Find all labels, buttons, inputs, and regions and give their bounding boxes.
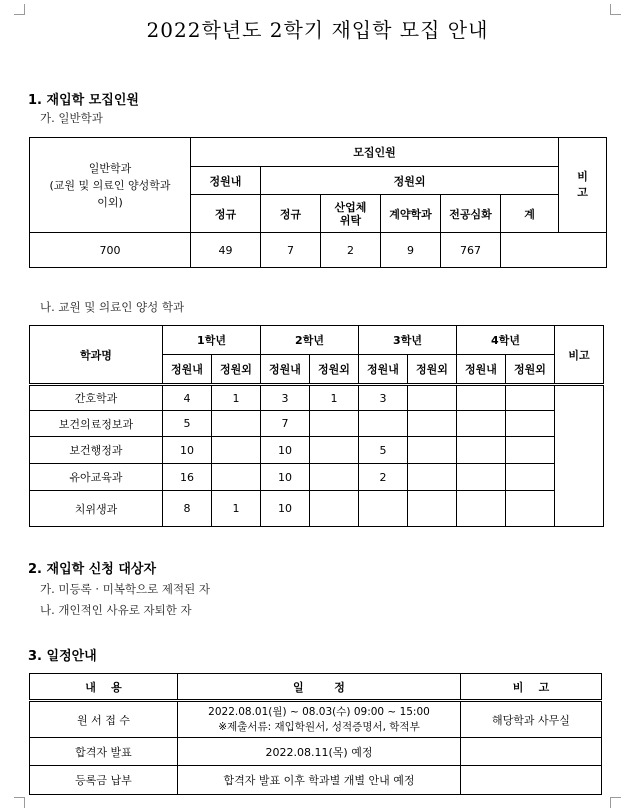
section2-heading: 2. 재입학 신청 대상자: [28, 562, 157, 577]
section1-sub-b: 나. 교원 및 의료인 양성 학과: [40, 300, 185, 314]
section3-heading: 3. 일정안내: [28, 649, 97, 664]
value-cell: 10: [261, 491, 310, 527]
schedule-item: 등록금 납부: [30, 766, 178, 795]
section2-item: 나. 개인적인 사유로 자퇴한 자: [40, 603, 192, 617]
value-cell: [506, 411, 555, 437]
schedule-header-date: 일 정: [178, 674, 461, 701]
schedule-date: 2022.08.11(목) 예정: [178, 738, 461, 766]
col-header: 산업체 위탁: [321, 195, 381, 233]
value-cell: [506, 464, 555, 491]
value-cell: 700: [30, 233, 191, 268]
value-cell: [310, 411, 359, 437]
out-quota-header: 정원외: [506, 355, 555, 385]
value-cell: [310, 464, 359, 491]
value-cell: [506, 437, 555, 464]
dept-name: 보건행정과: [30, 437, 163, 464]
in-quota-header: 정원내: [163, 355, 212, 385]
schedule-date: [178, 701, 461, 738]
schedule-item: 합격자 발표: [30, 738, 178, 766]
value-cell: 10: [261, 437, 310, 464]
value-cell: [212, 464, 261, 491]
value-cell: [408, 491, 457, 527]
value-cell: [310, 437, 359, 464]
value-cell: 49: [191, 233, 261, 268]
section2-item: 가. 미등록 · 미복학으로 제적된 자: [40, 582, 211, 596]
value-cell: 2: [359, 464, 408, 491]
in-quota-header: 정원내: [191, 167, 261, 195]
table-row: [30, 437, 604, 464]
out-quota-header: 정원외: [212, 355, 261, 385]
schedule-date: 합격자 발표 이후 학과별 개별 안내 예정: [178, 766, 461, 795]
value-cell: [408, 411, 457, 437]
value-cell: [310, 491, 359, 527]
value-cell: 1: [212, 491, 261, 527]
col-header: 계약학과: [381, 195, 441, 233]
year-header: 3학년: [359, 326, 457, 355]
schedule-table: [29, 673, 602, 795]
value-cell: [457, 385, 506, 411]
col-header: 계: [501, 195, 559, 233]
rowhead-line: 일반학과: [88, 161, 132, 175]
value-cell: [359, 491, 408, 527]
value-cell: [506, 491, 555, 527]
value-cell: 9: [381, 233, 441, 268]
value-cell: [506, 385, 555, 411]
value-cell: 3: [261, 385, 310, 411]
dept-name-header: 학과명: [30, 326, 163, 385]
value-cell: [457, 464, 506, 491]
year-header: 2학년: [261, 326, 359, 355]
section1-sub-a: 가. 일반학과: [40, 111, 103, 125]
table-row: [30, 701, 602, 738]
schedule-item: 원 서 접 수: [30, 701, 178, 738]
dept-name: 치위생과: [30, 491, 163, 527]
table-row: [30, 491, 604, 527]
value-cell: 2: [321, 233, 381, 268]
in-quota-header: 정원내: [359, 355, 408, 385]
year-header: 4학년: [457, 326, 555, 355]
out-quota-header: 정원외: [310, 355, 359, 385]
table-row: [30, 411, 604, 437]
dept-name: 보건의료정보과: [30, 411, 163, 437]
value-cell: [457, 491, 506, 527]
dept-name: 유아교육과: [30, 464, 163, 491]
out-quota-header: 정원외: [261, 167, 559, 195]
value-cell: 10: [261, 464, 310, 491]
value-cell: [408, 437, 457, 464]
value-cell: [212, 411, 261, 437]
recruit-group-header: 모집인원: [191, 138, 559, 167]
remark-header: 비고: [555, 326, 604, 385]
value-cell: [359, 411, 408, 437]
general-dept-rowhead: [30, 138, 191, 233]
schedule-remark: [461, 738, 602, 766]
page-corner-mark: [14, 797, 25, 808]
in-quota-header: 정원내: [457, 355, 506, 385]
table-row: [30, 385, 604, 411]
value-cell: 7: [261, 233, 321, 268]
value-cell: 1: [212, 385, 261, 411]
general-dept-table: [29, 137, 607, 268]
value-cell: [212, 437, 261, 464]
col-header: 전공심화: [441, 195, 501, 233]
value-cell: 5: [163, 411, 212, 437]
schedule-remark: 해당학과 사무실: [461, 701, 602, 738]
value-cell: 5: [359, 437, 408, 464]
col-header: 정규: [261, 195, 321, 233]
schedule-header-remark: 비 고: [461, 674, 602, 701]
value-cell: 1: [310, 385, 359, 411]
value-cell: [408, 385, 457, 411]
schedule-note: ※제출서류: 재입학원서, 성적증명서, 학적부: [218, 720, 420, 733]
table-row: [30, 464, 604, 491]
rowhead-line: (교원 및 의료인 양성학과: [49, 178, 171, 192]
value-cell: 8: [163, 491, 212, 527]
col-header: 정규: [191, 195, 261, 233]
schedule-header-item: 내 용: [30, 674, 178, 701]
schedule-date-line: 2022.08.01(월) ~ 08.03(수) 09:00 ~ 15:00: [208, 705, 430, 718]
out-quota-header: 정원외: [408, 355, 457, 385]
document-title: 2022학년도 2학기 재입학 모집 안내: [146, 18, 489, 42]
remark-header: 비 고: [559, 138, 607, 233]
section1-heading: 1. 재입학 모집인원: [28, 93, 139, 108]
value-cell: [457, 437, 506, 464]
year-header: 1학년: [163, 326, 261, 355]
rowhead-line: 이외): [97, 195, 123, 209]
value-cell: 4: [163, 385, 212, 411]
page-corner-mark: [610, 797, 621, 808]
dept-name: 간호학과: [30, 385, 163, 411]
value-cell: 3: [359, 385, 408, 411]
value-cell: 7: [261, 411, 310, 437]
value-cell: [457, 411, 506, 437]
table-row: [30, 766, 602, 795]
teacher-medical-dept-table: [29, 325, 604, 527]
value-cell: 16: [163, 464, 212, 491]
schedule-remark: [461, 766, 602, 795]
remark-cell: [555, 385, 604, 527]
value-cell: 767: [441, 233, 501, 268]
table-row: [30, 738, 602, 766]
value-cell: [408, 464, 457, 491]
value-cell: 10: [163, 437, 212, 464]
in-quota-header: 정원내: [261, 355, 310, 385]
